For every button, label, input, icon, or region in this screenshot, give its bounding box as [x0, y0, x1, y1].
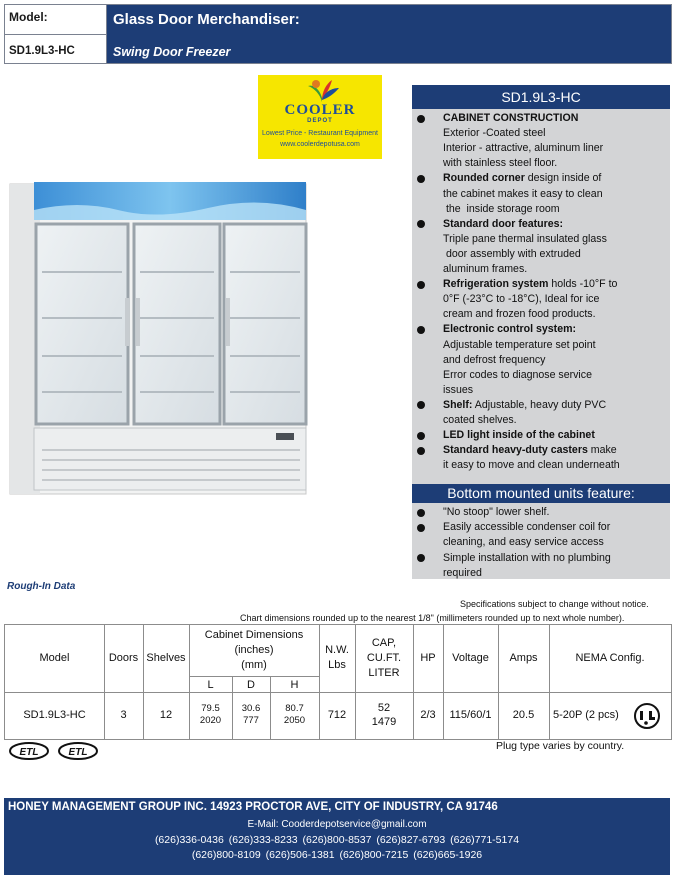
bullet-icon — [417, 281, 425, 289]
th-shelves: Shelves — [146, 652, 186, 664]
th-dims-inches: (inches) — [234, 644, 274, 656]
spec-line-text: Interior - attractive, aluminum liner — [443, 142, 604, 155]
spec-line-text: with stainless steel floor. — [443, 157, 558, 170]
logo-sub: DEPOT — [307, 118, 333, 124]
cell-model: SD1.9L3-HC — [23, 709, 86, 721]
bottom-feature-line: required — [443, 566, 482, 579]
th-cuft: CU.FT. — [366, 652, 402, 664]
spec-line — [443, 247, 581, 262]
spec-line — [443, 187, 603, 202]
spec-line-bold: Rounded corner — [443, 172, 525, 185]
cell-nw: 712 — [327, 709, 347, 721]
th-dims: Cabinet Dimensions — [204, 629, 304, 641]
spec-line — [443, 383, 473, 398]
title-box — [107, 5, 671, 63]
cell-cuft: 52 — [377, 702, 391, 714]
footer — [4, 798, 670, 875]
cell-d-in: 30.6 — [241, 703, 261, 714]
cell-nema: 5-20P (2 pcs) — [553, 709, 619, 721]
spec-line — [443, 338, 596, 353]
spec-panel-title: SD1.9L3-HC — [412, 85, 670, 109]
th-nw: N.W. — [325, 644, 349, 656]
th-l: L — [207, 679, 214, 691]
cell-liter: 1479 — [371, 716, 397, 728]
spec-line-bold: Standard door features: — [443, 217, 564, 230]
spec-line — [443, 443, 617, 458]
plug-note: Plug type varies by country. — [496, 740, 625, 752]
spec-line — [443, 353, 545, 368]
spec-line-text: Adjustable, heavy duty PVC — [472, 398, 607, 411]
spec-line — [443, 277, 617, 292]
spec-line — [443, 413, 517, 428]
cell-h-in: 80.7 — [285, 703, 304, 714]
spec-line — [443, 398, 606, 413]
spec-line — [443, 307, 596, 322]
bullet-icon — [417, 509, 425, 517]
spec-panel — [412, 85, 670, 579]
spec-line — [443, 141, 603, 156]
bullet-icon — [417, 554, 425, 562]
spec-line — [443, 171, 601, 186]
th-model: Model — [39, 652, 70, 664]
spec-line-bold: Electronic control system: — [443, 323, 577, 336]
spec-line — [443, 232, 607, 247]
logo-url: www.coolerdepotusa.com — [280, 141, 360, 148]
bullet-icon — [417, 220, 425, 228]
bottom-feature-line: Simple installation with no plumbing — [443, 551, 611, 564]
spec-line-bold: Refrigeration system — [443, 278, 549, 291]
th-amps: Amps — [509, 652, 538, 664]
spec-line-text: issues — [443, 383, 474, 396]
footer-phones-1: (626)336-0436 (626)333-8233 (626)800-8537 (626)827-6793 (626)771-5174 — [154, 834, 520, 846]
spec-line — [443, 126, 545, 141]
bullet-icon — [417, 401, 425, 409]
model-label: Model: — [9, 10, 48, 24]
cell-hp: 2/3 — [420, 709, 436, 721]
spec-line — [443, 292, 599, 307]
spec-table — [4, 624, 672, 740]
spec-line — [443, 322, 576, 337]
cell-amps: 20.5 — [512, 709, 535, 721]
nema-plug-icon — [633, 702, 661, 730]
spec-line-text: Exterior -Coated steel — [443, 127, 546, 140]
spec-line-text: Adjustable temperature set point — [443, 338, 596, 351]
cell-voltage: 115/60/1 — [449, 709, 492, 721]
th-hp: HP — [420, 652, 436, 664]
spec-line — [443, 262, 527, 277]
spec-line-bold: LED light inside of the cabinet — [443, 429, 595, 442]
cell-d-mm: 777 — [243, 715, 259, 726]
rough-in-heading: Rough-In Data — [7, 581, 76, 592]
spec-line-text: coated shelves. — [443, 414, 517, 426]
spec-line-text: aluminum frames. — [443, 263, 528, 275]
rounding-notice: Chart dimensions rounded up to the nearest 1/8" (millimeters rounded up to next whole number). — [240, 613, 625, 623]
spec-line-text: the inside storage room — [443, 202, 560, 215]
page-subtitle: Swing Door Freezer — [113, 45, 231, 59]
spec-line-text: 0°F (-23°C to -18°C), Ideal for ice — [443, 293, 600, 306]
flower-icon — [302, 78, 342, 104]
header-banner — [4, 4, 672, 64]
th-doors: Doors — [108, 652, 139, 664]
etl-mark-label: ETL — [19, 747, 39, 758]
spec-line-text: Triple pane thermal insulated glass — [443, 232, 607, 245]
spec-line — [443, 428, 595, 443]
spec-line-bold: Shelf: — [443, 398, 473, 411]
spec-line-bold: CABINET CONSTRUCTION — [443, 112, 579, 124]
divider — [5, 34, 106, 35]
company-address: HONEY MANAGEMENT GROUP INC. 14923 PROCTOR AVE, CITY OF INDUSTRY, CA 91746 — [8, 801, 498, 813]
cooler-depot-logo — [258, 75, 382, 159]
footer-phones-2: (626)800-8109 (626)506-1381 (626)800-7215 (626)665-1926 — [191, 849, 483, 861]
etl-certification-icon — [57, 741, 99, 761]
spec-line — [443, 202, 560, 217]
spec-line — [443, 368, 592, 383]
bullet-icon — [417, 432, 425, 440]
cell-doors: 3 — [120, 709, 127, 721]
bullet-icon — [417, 447, 425, 455]
th-nema: NEMA Config. — [575, 652, 645, 664]
bottom-mounted-title: Bottom mounted units feature: — [412, 484, 670, 503]
th-d: D — [247, 679, 255, 691]
model-box — [5, 5, 107, 63]
footer-email: E-Mail: Cooderdepotservice@gmail.com — [247, 819, 427, 830]
spec-line-text: make — [587, 444, 617, 457]
spec-line — [443, 458, 620, 473]
logo-name: COOLER — [284, 102, 356, 118]
spec-line-text: holds -10°F to — [548, 278, 618, 291]
th-cap: CAP, — [371, 637, 397, 649]
model-value: SD1.9L3-HC — [9, 45, 75, 57]
spec-line-text: cream and frozen food products. — [443, 308, 596, 321]
spec-line-text: design inside of — [524, 172, 602, 185]
th-h: H — [290, 679, 299, 691]
spec-line-text: and defrost frequency — [443, 353, 546, 366]
spec-line-text: Error codes to diagnose service — [443, 368, 592, 381]
th-lbs: Lbs — [328, 659, 346, 671]
bullet-icon — [417, 175, 425, 183]
bottom-feature-line: Easily accessible condenser coil for — [443, 521, 611, 534]
spec-line — [443, 156, 557, 171]
cell-l-mm: 2020 — [199, 715, 222, 726]
etl-mark-label: ETL — [68, 747, 88, 758]
page-title: Glass Door Merchandiser: — [113, 11, 300, 28]
spec-line — [443, 217, 563, 232]
change-notice: Specifications subject to change without notice. — [460, 599, 649, 609]
cell-shelves: 12 — [159, 709, 173, 721]
spec-line-text: the cabinet makes it easy to clean — [443, 187, 603, 200]
cell-h-mm: 2050 — [283, 715, 306, 726]
bullet-icon — [417, 115, 425, 123]
th-dims-mm: (mm) — [241, 659, 267, 671]
bottom-feature-line: cleaning, and easy service access — [443, 536, 604, 549]
bullet-icon — [417, 524, 425, 532]
spec-line-text: it easy to move and clean underneath — [443, 459, 620, 472]
th-liter: LITER — [368, 667, 400, 679]
spec-line-bold: Standard heavy-duty casters — [443, 444, 588, 457]
th-voltage: Voltage — [452, 652, 489, 664]
spec-line-text: door assembly with extruded — [443, 247, 581, 260]
logo-tagline: Lowest Price - Restaurant Equipment — [262, 130, 378, 137]
spec-line — [443, 111, 578, 126]
cell-l-in: 79.5 — [201, 703, 220, 714]
freezer-image — [8, 180, 310, 498]
bottom-feature-line: "No stoop" lower shelf. — [443, 506, 550, 518]
bullet-icon — [417, 326, 425, 334]
etl-certification-icon — [8, 741, 50, 761]
